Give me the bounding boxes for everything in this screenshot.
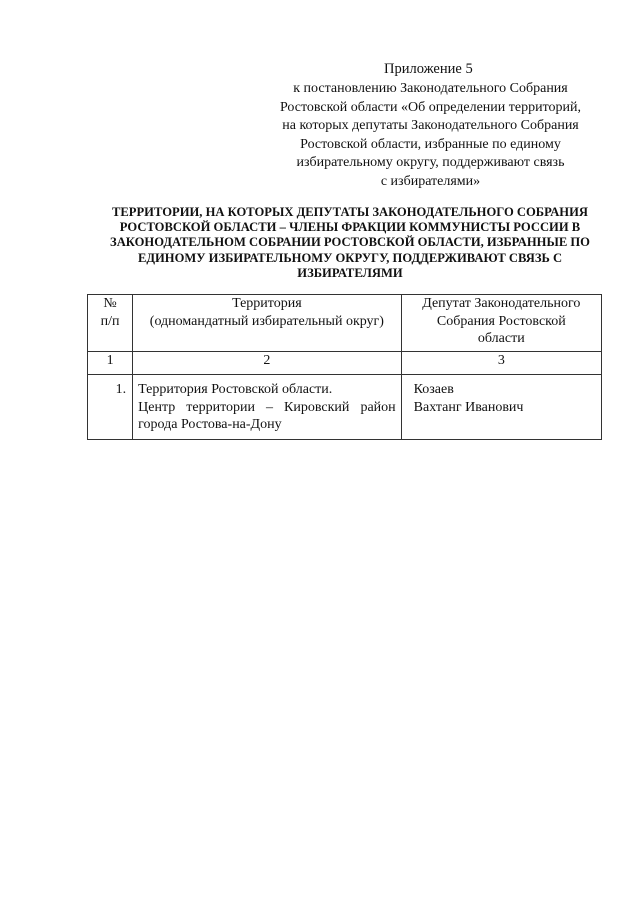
header-deputy-line: Собрания Ростовской — [436, 313, 566, 329]
header-territory-label: Территория — [232, 296, 302, 311]
heading-line: РОСТОВСКОЙ ОБЛАСТИ – ЧЛЕНЫ ФРАКЦИИ КОММУНИСТЫ РОССИИ В — [119, 220, 581, 235]
document-heading — [80, 205, 620, 281]
column-number-row — [88, 352, 602, 375]
territory-line: города Ростова-на-Дону — [138, 417, 282, 432]
heading-line: ТЕРРИТОРИИ, НА КОТОРЫХ ДЕПУТАТЫ ЗАКОНОДАТЕЛЬНОГО СОБРАНИЯ — [112, 205, 588, 219]
header-deputy-line: Депутат Законодательного — [422, 296, 581, 311]
territory-line: Территория Ростовской области. — [138, 382, 333, 397]
deputy-cell — [401, 375, 601, 440]
deputy-given-names: Вахтанг Иванович — [413, 399, 524, 415]
territory-line: Центр территории – Кировский район — [138, 399, 396, 415]
header-territory — [133, 295, 402, 352]
table-row — [88, 375, 602, 440]
territory-cell — [133, 375, 402, 440]
appendix-line: Ростовской области, избранные по единому — [300, 136, 561, 152]
appendix-line: Ростовской области «Об определении территорий, — [279, 99, 582, 115]
deputy-surname: Козаев — [413, 382, 454, 397]
appendix-line: к постановлению Законодательного Собрания — [293, 81, 568, 96]
header-deputy-line: области — [477, 331, 525, 346]
appendix-line: на которых депутаты Законодательного Собрания — [282, 118, 579, 133]
header-number-abbr: п/п — [100, 313, 120, 329]
appendix-line: избирательному округу, поддерживают связь — [296, 155, 565, 170]
appendix-line: с избирателями» — [380, 173, 481, 189]
column-number: 3 — [401, 352, 601, 375]
heading-line: ЗАКОНОДАТЕЛЬНОМ СОБРАНИИ РОСТОВСКОЙ ОБЛАСТИ, ИЗБРАННЫЕ ПО — [110, 235, 590, 250]
heading-line: ЕДИНОМУ ИЗБИРАТЕЛЬНОМУ ОКРУГУ, ПОДДЕРЖИВАЮТ СВЯЗЬ С — [137, 250, 563, 265]
territories-table — [87, 294, 602, 440]
header-number-symbol: № — [103, 296, 117, 311]
table-header-row — [88, 295, 602, 352]
column-number: 1 — [88, 352, 133, 375]
header-deputy — [401, 295, 601, 352]
header-number — [88, 295, 133, 352]
row-number: 1. — [88, 375, 133, 440]
heading-line: ИЗБИРАТЕЛЯМИ — [297, 265, 403, 280]
column-number: 2 — [133, 352, 402, 375]
header-territory-note: (одномандатный избирательный округ) — [149, 313, 384, 329]
appendix-description — [258, 80, 603, 191]
appendix-title: Приложение 5 — [384, 61, 473, 77]
